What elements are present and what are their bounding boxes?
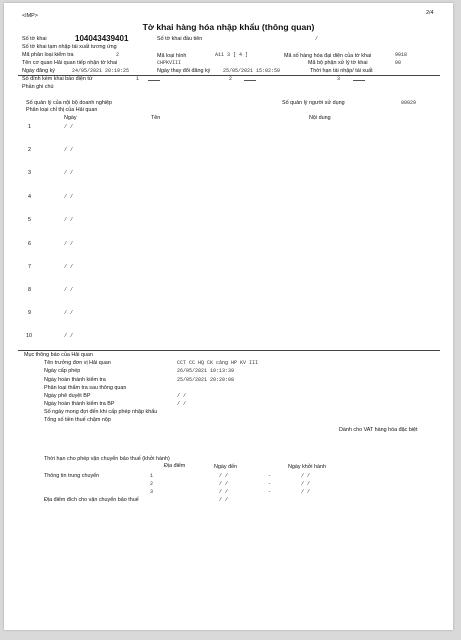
transit-separator: - [268,489,272,495]
processing-unit-label: Mã bộ phận xử lý tờ khai [308,60,368,66]
customs-office-value: CHPKVIII [157,60,182,66]
user-ref-label: Số quản lý người sử dụng [282,100,345,106]
page-number: 2/4 [426,10,434,16]
attachment-line-1 [148,80,160,81]
transit-row-number: 2 [150,481,154,487]
row-date: / / [64,241,74,247]
col-name-header: Tên [151,115,161,121]
transit-depart: / / [301,481,311,487]
transit-separator: - [268,481,272,487]
attachment-1: 1 [136,76,140,82]
processing-unit-value: 00 [395,60,402,66]
vat-note: Dành cho VAT hàng hóa đặc biệt [339,427,418,433]
row-date: / / [64,264,74,270]
transit-arrive: / / [219,473,229,479]
row-number: 2 [28,147,31,153]
notice-field-label: Phân loại thẩm tra sau thông quan [44,385,127,391]
row-number: 6 [28,241,31,247]
row-date: / / [64,217,74,223]
so-to-khai-value: 104043439401 [75,34,129,43]
notice-field-value: 25/05/2021 20:20:08 [177,377,235,383]
notice-field-value: / / [177,393,187,399]
transit-arrive: / / [219,481,229,487]
transit-depart: / / [301,473,311,479]
notice-field-label: Ngày hoàn thành kiểm tra [44,377,106,383]
row-date: / / [64,170,74,176]
notice-field-label: Tên trưởng đơn vị Hải quan [44,360,111,366]
notice-field-label: Ngày phê duyệt BP [44,393,91,399]
col-depart-header: Ngày khởi hành [288,464,326,470]
col-place-header: Địa điểm [164,463,186,469]
divider [18,350,440,351]
transit-row-number: 1 [150,473,154,479]
row-number: 3 [28,170,31,176]
internal-ref-label: Số quản lý của nội bộ doanh nghiệp [26,100,113,106]
transit-separator: - [268,473,272,479]
row-date: / / [64,124,74,130]
attachment-line-2 [244,80,256,81]
row-date: / / [64,194,74,200]
destination-value: / / [219,497,229,503]
row-number: 8 [28,287,31,293]
col-date-header: Ngày [64,115,77,121]
notice-field-label: Ngày hoàn thành kiểm tra BP [44,401,115,407]
row-number: 10 [26,333,32,339]
row-number: 9 [28,310,31,316]
col-arrive-header: Ngày đến [214,464,238,470]
notice-field-label: Số ngày mong đợi đến khi cấp phép nhập khẩu [44,409,158,415]
notice-field-label: Ngày cấp phép [44,368,81,374]
row-date: / / [64,287,74,293]
notice-field-value: / / [177,401,187,407]
transit-depart: / / [301,489,311,495]
declaration-page [4,3,453,630]
attachment-3: 3 [337,76,341,82]
first-declaration-label: Số tờ khai đầu tiên [157,36,203,42]
notice-heading: Mục thông báo của Hải quan [24,352,93,358]
transit-arrive: / / [219,489,229,495]
notice-field-value: CCT CC HQ CK cảng HP KV III [177,360,259,366]
so-to-khai-label: Số tờ khai [22,36,47,42]
attachment-label: Số đính kèm khai báo điện tử [22,76,93,82]
notice-field-label: Tổng số tiền thuế chậm nộp [44,417,111,423]
destination-label: Địa điểm đích cho vận chuyển bảo thuế [44,497,139,503]
imp-code: <IMP> [22,13,38,19]
check-type-value: 2 [116,52,120,58]
attachment-2: 2 [229,76,233,82]
type-code-label: Mã loại hình [157,53,187,59]
tntx-label: Số tờ khai tạm nhập tái xuất tương ứng [22,44,117,50]
row-date: / / [64,333,74,339]
type-code-value: A11 3 [ 4 ] [215,52,249,58]
notice-field-value: 26/05/2021 10:13:39 [177,368,235,374]
first-declaration-value: / [315,36,319,42]
transit-row-number: 3 [150,489,154,495]
notes-label: Phần ghi chú [22,84,54,90]
change-date-value: 25/05/2021 15:02:50 [223,68,281,74]
transit-label: Thông tin trung chuyển [44,473,100,479]
attachment-line-3 [353,80,365,81]
customs-instruction-label: Phân loại chỉ thị của Hải quan [26,107,98,113]
customs-office-label: Tên cơ quan Hải quan tiếp nhận tờ khai [22,60,118,66]
reimport-deadline-label: Thời hạn tái nhập/ tái xuất [310,68,373,74]
row-number: 1 [28,124,31,130]
registration-date-label: Ngày đăng ký [22,68,55,74]
row-number: 7 [28,264,31,270]
change-date-label: Ngày thay đổi đăng ký [157,68,211,74]
row-date: / / [64,310,74,316]
document-title: Tờ khai hàng hóa nhập khẩu (thông quan) [142,22,315,32]
hs-code-label: Mã số hàng hóa đại diện của tờ khai [284,53,372,59]
row-number: 4 [28,194,31,200]
hs-code-value: 9018 [395,52,408,58]
transport-heading: Thời hạn cho phép vận chuyển bảo thuế (khởi hành) [44,456,170,462]
row-number: 5 [28,217,31,223]
registration-date-value: 24/05/2021 20:19:25 [72,68,130,74]
row-date: / / [64,147,74,153]
user-ref-value: 00029 [401,100,417,106]
col-content-header: Nội dung [309,115,331,121]
check-type-label: Mã phân loại kiểm tra [22,52,74,58]
